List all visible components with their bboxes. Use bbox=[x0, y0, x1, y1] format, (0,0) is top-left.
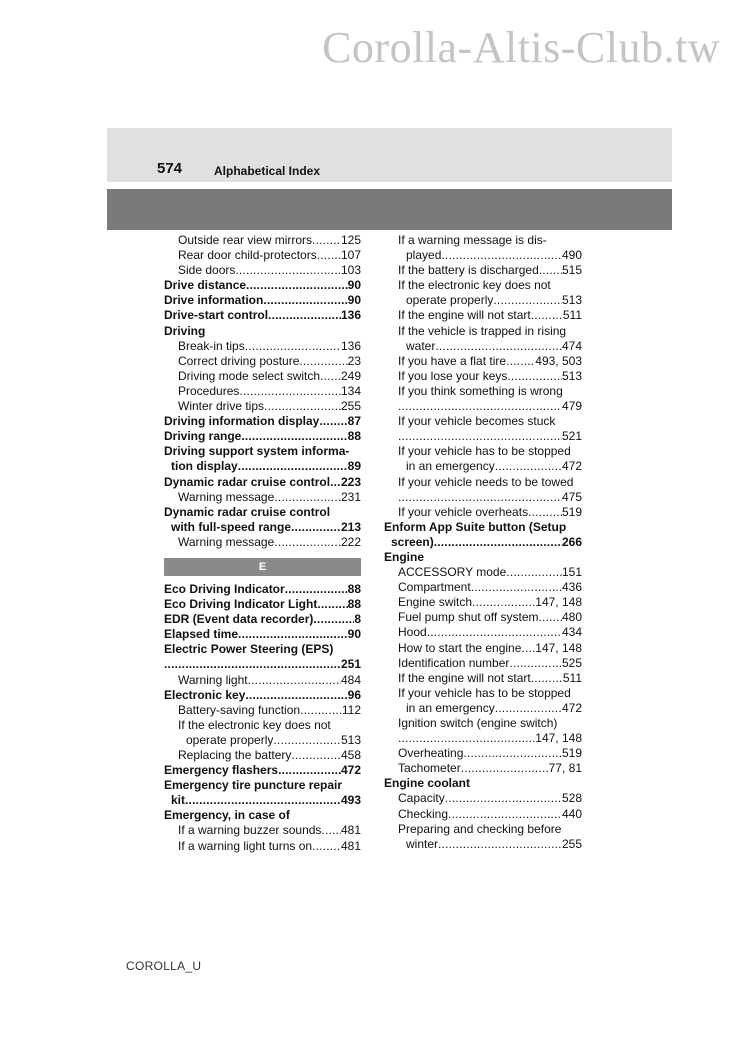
index-entry-page[interactable]: 125 bbox=[340, 233, 361, 247]
dot-leader bbox=[319, 414, 347, 429]
index-entry-page[interactable]: 475 bbox=[561, 489, 582, 504]
index-entry bbox=[384, 625, 582, 640]
dot-leader bbox=[248, 673, 341, 688]
index-entry bbox=[384, 641, 582, 656]
index-entry bbox=[164, 369, 361, 384]
index-entry-page[interactable]: 112 bbox=[341, 702, 361, 717]
index-entry bbox=[384, 475, 582, 490]
index-list-e bbox=[164, 582, 361, 854]
index-entry-text: Emergency tire puncture repair bbox=[164, 778, 343, 793]
index-entry bbox=[384, 414, 582, 429]
index-entry-text: How to start the engine bbox=[398, 640, 522, 655]
index-entry-text: Preparing and checking before bbox=[398, 821, 562, 836]
dot-leader bbox=[299, 354, 347, 369]
index-entry bbox=[164, 718, 361, 733]
index-entry bbox=[164, 703, 361, 718]
index-entry-page[interactable]: 480 bbox=[561, 610, 582, 625]
index-entry-text: Driving bbox=[164, 323, 206, 338]
index-entry-page[interactable]: 88 bbox=[347, 581, 361, 596]
index-entry bbox=[164, 778, 361, 793]
index-entry-text: Driving information display bbox=[164, 414, 320, 429]
index-entry-text: Outside rear view mirrors bbox=[178, 233, 313, 247]
index-entry bbox=[384, 746, 582, 761]
index-entry-text: Warning light bbox=[178, 672, 248, 687]
dot-leader bbox=[495, 459, 562, 474]
index-entry bbox=[164, 763, 361, 778]
dot-leader bbox=[274, 490, 341, 505]
dot-leader bbox=[509, 656, 562, 671]
index-entry-page[interactable]: 513 bbox=[561, 293, 582, 308]
index-entry bbox=[384, 459, 582, 474]
dot-leader bbox=[238, 459, 348, 474]
index-entry-page[interactable]: 89 bbox=[347, 459, 361, 474]
dot-leader bbox=[291, 520, 341, 535]
index-entry-text: If your vehicle has to be stopped bbox=[398, 444, 571, 459]
index-entry-text: Drive-start control bbox=[164, 308, 269, 323]
dot-leader bbox=[317, 248, 341, 263]
dot-leader bbox=[506, 565, 562, 580]
index-entry-page[interactable]: 511 bbox=[562, 308, 582, 323]
index-entry-page[interactable]: 77, 81 bbox=[548, 761, 582, 776]
index-entry-page[interactable]: 231 bbox=[340, 489, 361, 504]
index-entry bbox=[384, 248, 582, 263]
index-entry bbox=[164, 808, 361, 823]
index-entry-text: Driving range bbox=[164, 429, 242, 444]
dot-leader bbox=[300, 703, 342, 718]
index-entry bbox=[164, 459, 361, 474]
index-entry-text: Drive distance bbox=[164, 278, 247, 293]
index-entry-text: Dynamic radar cruise control bbox=[164, 504, 331, 519]
index-entry-text: Identification number bbox=[398, 655, 510, 670]
index-entry bbox=[164, 839, 361, 854]
index-entry bbox=[384, 822, 582, 837]
index-entry bbox=[384, 369, 582, 384]
index-entry-text: Engine bbox=[384, 549, 425, 564]
index-entry-text: Driving support system informa- bbox=[164, 444, 350, 459]
dot-leader bbox=[463, 746, 562, 761]
dot-leader bbox=[235, 263, 341, 278]
index-entry-text: EDR (Event data recorder) bbox=[164, 612, 314, 627]
dot-leader bbox=[531, 671, 563, 686]
index-entry bbox=[384, 791, 582, 806]
index-entry-page[interactable]: 90 bbox=[347, 278, 361, 293]
index-entry-page[interactable]: 222 bbox=[340, 534, 361, 549]
index-entry bbox=[384, 716, 582, 731]
index-entry bbox=[164, 248, 361, 263]
index-entry-page[interactable]: 490 bbox=[561, 248, 582, 263]
index-entry bbox=[384, 520, 582, 535]
index-entry-text: kit bbox=[171, 793, 186, 808]
dot-leader bbox=[312, 233, 341, 248]
index-entry-page[interactable]: 484 bbox=[340, 672, 361, 687]
index-entry-page[interactable]: 147, 148 bbox=[535, 640, 582, 655]
index-entry bbox=[164, 823, 361, 838]
index-entry bbox=[384, 656, 582, 671]
dot-leader bbox=[278, 763, 341, 778]
index-entry bbox=[164, 444, 361, 459]
dot-leader bbox=[245, 688, 347, 703]
index-entry-page[interactable]: 479 bbox=[561, 399, 582, 414]
index-entry-text: If the electronic key does not bbox=[178, 717, 331, 732]
dot-leader bbox=[435, 339, 562, 354]
index-entry-text: If your vehicle needs to be towed bbox=[398, 474, 574, 489]
index-entry-page[interactable]: 213 bbox=[340, 519, 361, 534]
dot-leader bbox=[441, 248, 562, 263]
index-entry-text: If the electronic key does not bbox=[398, 278, 551, 293]
index-entry-page[interactable]: 440 bbox=[561, 806, 582, 821]
index-entry-text: Elapsed time bbox=[164, 627, 239, 642]
dot-leader bbox=[427, 625, 562, 640]
dot-leader bbox=[528, 505, 562, 520]
dot-leader bbox=[263, 293, 347, 308]
index-entry bbox=[164, 233, 361, 248]
dot-leader bbox=[398, 490, 562, 505]
index-entry-page[interactable]: 472 bbox=[561, 459, 582, 474]
footer-model-code: COROLLA_U bbox=[126, 959, 202, 973]
index-list-e-continued bbox=[384, 233, 582, 852]
dot-leader bbox=[521, 641, 535, 656]
dot-leader bbox=[321, 823, 341, 838]
dot-leader bbox=[268, 308, 341, 323]
index-entry-text: played bbox=[406, 248, 442, 263]
index-entry-text: Procedures bbox=[178, 383, 240, 398]
index-entry bbox=[164, 354, 361, 369]
index-entry-page[interactable]: 90 bbox=[347, 627, 361, 642]
index-entry bbox=[164, 733, 361, 748]
index-entry-page[interactable]: 521 bbox=[561, 429, 582, 444]
index-entry-page[interactable]: 266 bbox=[561, 534, 582, 549]
index-entry bbox=[164, 475, 361, 490]
index-entry bbox=[384, 701, 582, 716]
index-entry-text: Rear door child-protectors bbox=[178, 248, 317, 263]
index-entry bbox=[384, 444, 582, 459]
dot-leader bbox=[238, 627, 348, 642]
dot-leader bbox=[185, 793, 341, 808]
index-entry-text: If a warning buzzer sounds bbox=[178, 823, 322, 838]
index-entry bbox=[164, 384, 361, 399]
index-entry-text: If a warning message is dis- bbox=[398, 233, 547, 247]
index-entry-page[interactable]: 23 bbox=[347, 353, 361, 368]
index-entry bbox=[164, 490, 361, 505]
index-entry-text: If you have a flat tire bbox=[398, 353, 507, 368]
index-entry-text: tion display bbox=[171, 459, 238, 474]
index-entry bbox=[164, 748, 361, 763]
index-entry-text: If the vehicle is trapped in rising bbox=[398, 323, 567, 338]
index-entry-text: Emergency, in case of bbox=[164, 808, 290, 823]
index-entry-page[interactable]: 472 bbox=[340, 763, 361, 778]
index-entry bbox=[384, 580, 582, 595]
index-entry-page[interactable]: 90 bbox=[347, 293, 361, 308]
index-column-left bbox=[164, 233, 361, 854]
index-entry-page[interactable]: 88 bbox=[347, 429, 361, 444]
index-entry-page[interactable]: 458 bbox=[340, 748, 361, 762]
index-entry-text: If your vehicle has to be stopped bbox=[398, 685, 571, 700]
index-entry-text: Hood bbox=[398, 625, 427, 640]
index-entry bbox=[384, 565, 582, 580]
index-entry bbox=[384, 595, 582, 610]
index-entry-text: Emergency flashers bbox=[164, 763, 279, 778]
index-entry bbox=[164, 505, 361, 520]
dot-leader bbox=[471, 580, 562, 595]
index-entry bbox=[384, 535, 582, 550]
index-entry-text: with full-speed range bbox=[171, 519, 292, 534]
index-entry-page[interactable]: 88 bbox=[347, 597, 361, 612]
dot-leader bbox=[493, 293, 562, 308]
index-entry bbox=[384, 731, 582, 746]
index-entry-text: winter bbox=[406, 836, 439, 851]
dot-leader bbox=[398, 399, 562, 414]
dot-leader bbox=[320, 369, 341, 384]
index-entry bbox=[384, 776, 582, 791]
index-entry-page[interactable]: 8 bbox=[354, 612, 361, 627]
index-entry bbox=[164, 688, 361, 703]
index-entry-text: Engine coolant bbox=[384, 776, 471, 791]
index-entry-text: Warning message bbox=[178, 489, 275, 504]
dot-leader bbox=[461, 761, 549, 776]
index-entry bbox=[384, 807, 582, 822]
dot-leader bbox=[448, 807, 562, 822]
dot-leader bbox=[285, 582, 348, 597]
index-entry-text: If the engine will not start bbox=[398, 308, 531, 323]
index-entry-page[interactable]: 87 bbox=[347, 414, 361, 429]
index-entry-text: If the engine will not start bbox=[398, 670, 531, 685]
index-entry-text: Break-in tips bbox=[178, 338, 245, 353]
index-entry bbox=[384, 233, 582, 248]
header-dark-band bbox=[107, 189, 672, 230]
index-entry bbox=[164, 429, 361, 444]
index-entry-text: screen) bbox=[391, 534, 434, 549]
dot-leader bbox=[291, 748, 341, 763]
index-entry-page[interactable]: 474 bbox=[561, 338, 582, 353]
index-entry-page[interactable]: 511 bbox=[562, 670, 582, 685]
index-entry-text: Fuel pump shut off system bbox=[398, 610, 539, 625]
index-entry-text: If a warning light turns on bbox=[178, 838, 313, 853]
section-header-e: E bbox=[164, 558, 361, 576]
index-entry bbox=[164, 278, 361, 293]
index-entry-page[interactable]: 434 bbox=[561, 625, 582, 640]
index-entry-text: Enform App Suite button (Setup bbox=[384, 519, 567, 534]
dot-leader bbox=[239, 384, 341, 399]
index-entry bbox=[164, 673, 361, 688]
index-entry-page[interactable]: 513 bbox=[561, 368, 582, 383]
dot-leader bbox=[434, 535, 562, 550]
index-entry-text: If you think something is wrong bbox=[398, 383, 563, 398]
dot-leader bbox=[317, 597, 347, 612]
dot-leader bbox=[495, 701, 562, 716]
index-entry bbox=[164, 324, 361, 339]
index-entry bbox=[164, 399, 361, 414]
index-entry-page[interactable]: 255 bbox=[340, 399, 361, 414]
dot-leader bbox=[539, 263, 562, 278]
dot-leader bbox=[264, 399, 341, 414]
page-number: 574 bbox=[157, 160, 183, 177]
index-entry-text: Capacity bbox=[398, 791, 445, 806]
index-entry bbox=[384, 490, 582, 505]
index-entry-page[interactable]: 251 bbox=[340, 657, 361, 672]
index-entry-text: Checking bbox=[398, 806, 449, 821]
dot-leader bbox=[273, 733, 341, 748]
index-entry-text: Driving mode select switch bbox=[178, 368, 321, 383]
index-entry-text: Overheating bbox=[398, 746, 464, 761]
index-entry-page[interactable]: 96 bbox=[347, 687, 361, 702]
index-entry-page[interactable]: 136 bbox=[340, 338, 361, 353]
dot-leader bbox=[241, 429, 347, 444]
index-entry-text: Side doors bbox=[178, 263, 236, 278]
dot-leader bbox=[245, 339, 341, 354]
index-entry-text: Replacing the battery bbox=[178, 748, 292, 762]
index-entry bbox=[384, 278, 582, 293]
index-entry bbox=[164, 612, 361, 627]
index-entry-text: Compartment bbox=[398, 580, 471, 595]
watermark: Corolla-Altis-Club.tw bbox=[322, 23, 720, 72]
index-entry-text: If your vehicle overheats bbox=[398, 504, 529, 519]
index-entry-text: If your vehicle becomes stuck bbox=[398, 414, 556, 429]
index-entry-page[interactable]: 223 bbox=[340, 474, 361, 489]
index-entry-page[interactable]: 255 bbox=[561, 836, 582, 851]
index-entry bbox=[164, 414, 361, 429]
index-entry bbox=[384, 761, 582, 776]
index-entry-text: operate properly bbox=[186, 732, 274, 747]
index-entry-text: ACCESSORY mode bbox=[398, 565, 507, 580]
page-title: Alphabetical Index bbox=[214, 164, 321, 178]
index-entry-page[interactable]: 151 bbox=[561, 565, 582, 580]
index-entry bbox=[164, 642, 361, 657]
index-entry-page[interactable]: 472 bbox=[561, 700, 582, 715]
index-entry bbox=[164, 520, 361, 535]
dot-leader bbox=[330, 475, 341, 490]
index-entry bbox=[384, 308, 582, 323]
index-entry-page[interactable]: 136 bbox=[340, 308, 361, 323]
index-entry-text: in an emergency bbox=[406, 459, 495, 474]
dot-leader bbox=[313, 612, 354, 627]
index-entry-page[interactable]: 493 bbox=[340, 793, 361, 808]
index-entry-text: Electronic key bbox=[164, 687, 246, 702]
index-list-d bbox=[164, 233, 361, 550]
index-entry bbox=[164, 535, 361, 550]
index-entry bbox=[164, 293, 361, 308]
index-entry bbox=[384, 429, 582, 444]
index-entry bbox=[384, 837, 582, 852]
index-entry bbox=[164, 793, 361, 808]
dot-leader bbox=[164, 657, 341, 672]
index-entry bbox=[164, 597, 361, 612]
dot-leader bbox=[539, 610, 562, 625]
index-entry-text: Electric Power Steering (EPS) bbox=[164, 642, 334, 657]
index-entry-text: water bbox=[406, 338, 436, 353]
index-entry bbox=[384, 550, 582, 565]
dot-leader bbox=[507, 369, 562, 384]
index-entry-text: operate properly bbox=[406, 293, 494, 308]
index-entry bbox=[384, 671, 582, 686]
header-band bbox=[107, 128, 672, 182]
index-entry-page[interactable]: 436 bbox=[561, 580, 582, 595]
index-entry bbox=[384, 324, 582, 339]
dot-leader bbox=[246, 278, 348, 293]
dot-leader bbox=[312, 839, 341, 854]
index-entry bbox=[164, 308, 361, 323]
index-entry-page[interactable]: 513 bbox=[340, 732, 361, 747]
dot-leader bbox=[398, 731, 535, 746]
dot-leader bbox=[438, 837, 562, 852]
dot-leader bbox=[506, 354, 535, 369]
index-entry bbox=[384, 399, 582, 414]
index-entry-page[interactable]: 481 bbox=[340, 823, 361, 838]
index-entry-text: Warning message bbox=[178, 534, 275, 549]
index-entry-page[interactable]: 515 bbox=[561, 263, 582, 278]
index-entry-text: in an emergency bbox=[406, 700, 495, 715]
index-entry-text: Drive information bbox=[164, 293, 264, 308]
index-entry-text: Ignition switch (engine switch) bbox=[398, 716, 558, 730]
index-entry-page[interactable]: 134 bbox=[340, 383, 361, 398]
index-entry bbox=[164, 263, 361, 278]
index-entry-page[interactable]: 519 bbox=[561, 746, 582, 761]
index-entry-page[interactable]: 147, 148 bbox=[535, 731, 582, 746]
index-entry-text: If you lose your keys bbox=[398, 368, 508, 383]
dot-leader bbox=[472, 595, 535, 610]
index-entry-text: Eco Driving Indicator Light bbox=[164, 597, 318, 612]
dot-leader bbox=[274, 535, 341, 550]
index-entry bbox=[384, 686, 582, 701]
index-entry-text: Tachometer bbox=[398, 761, 461, 776]
index-entry-text: Engine switch bbox=[398, 595, 473, 610]
index-entry bbox=[164, 627, 361, 642]
index-entry bbox=[384, 505, 582, 520]
index-entry-text: Battery-saving function bbox=[178, 702, 301, 717]
index-entry-page[interactable]: 103 bbox=[340, 263, 361, 278]
index-entry-page[interactable]: 525 bbox=[561, 655, 582, 670]
index-entry bbox=[164, 582, 361, 597]
index-entry-text: Correct driving posture bbox=[178, 353, 300, 368]
index-entry-page[interactable]: 249 bbox=[340, 368, 361, 383]
index-entry-text: Eco Driving Indicator bbox=[164, 581, 285, 596]
index-entry bbox=[384, 384, 582, 399]
index-entry bbox=[384, 610, 582, 625]
index-entry-page[interactable]: 147, 148 bbox=[535, 595, 582, 610]
index-entry-page[interactable]: 493, 503 bbox=[535, 353, 582, 368]
index-entry bbox=[164, 657, 361, 672]
index-entry-text: Winter drive tips bbox=[178, 399, 265, 414]
index-entry bbox=[384, 263, 582, 278]
index-column-right bbox=[384, 233, 582, 852]
index-entry-text: If the battery is discharged bbox=[398, 263, 539, 278]
index-entry bbox=[384, 293, 582, 308]
index-entry bbox=[384, 354, 582, 369]
index-entry-page[interactable]: 528 bbox=[561, 791, 582, 806]
index-entry-page[interactable]: 481 bbox=[340, 838, 361, 853]
index-entry-page[interactable]: 519 bbox=[561, 504, 582, 519]
index-entry bbox=[164, 339, 361, 354]
dot-leader bbox=[531, 308, 563, 323]
index-entry bbox=[384, 339, 582, 354]
index-entry-page[interactable]: 107 bbox=[340, 248, 361, 263]
index-entry-text: Dynamic radar cruise control bbox=[164, 474, 331, 489]
dot-leader bbox=[445, 791, 562, 806]
dot-leader bbox=[398, 429, 562, 444]
